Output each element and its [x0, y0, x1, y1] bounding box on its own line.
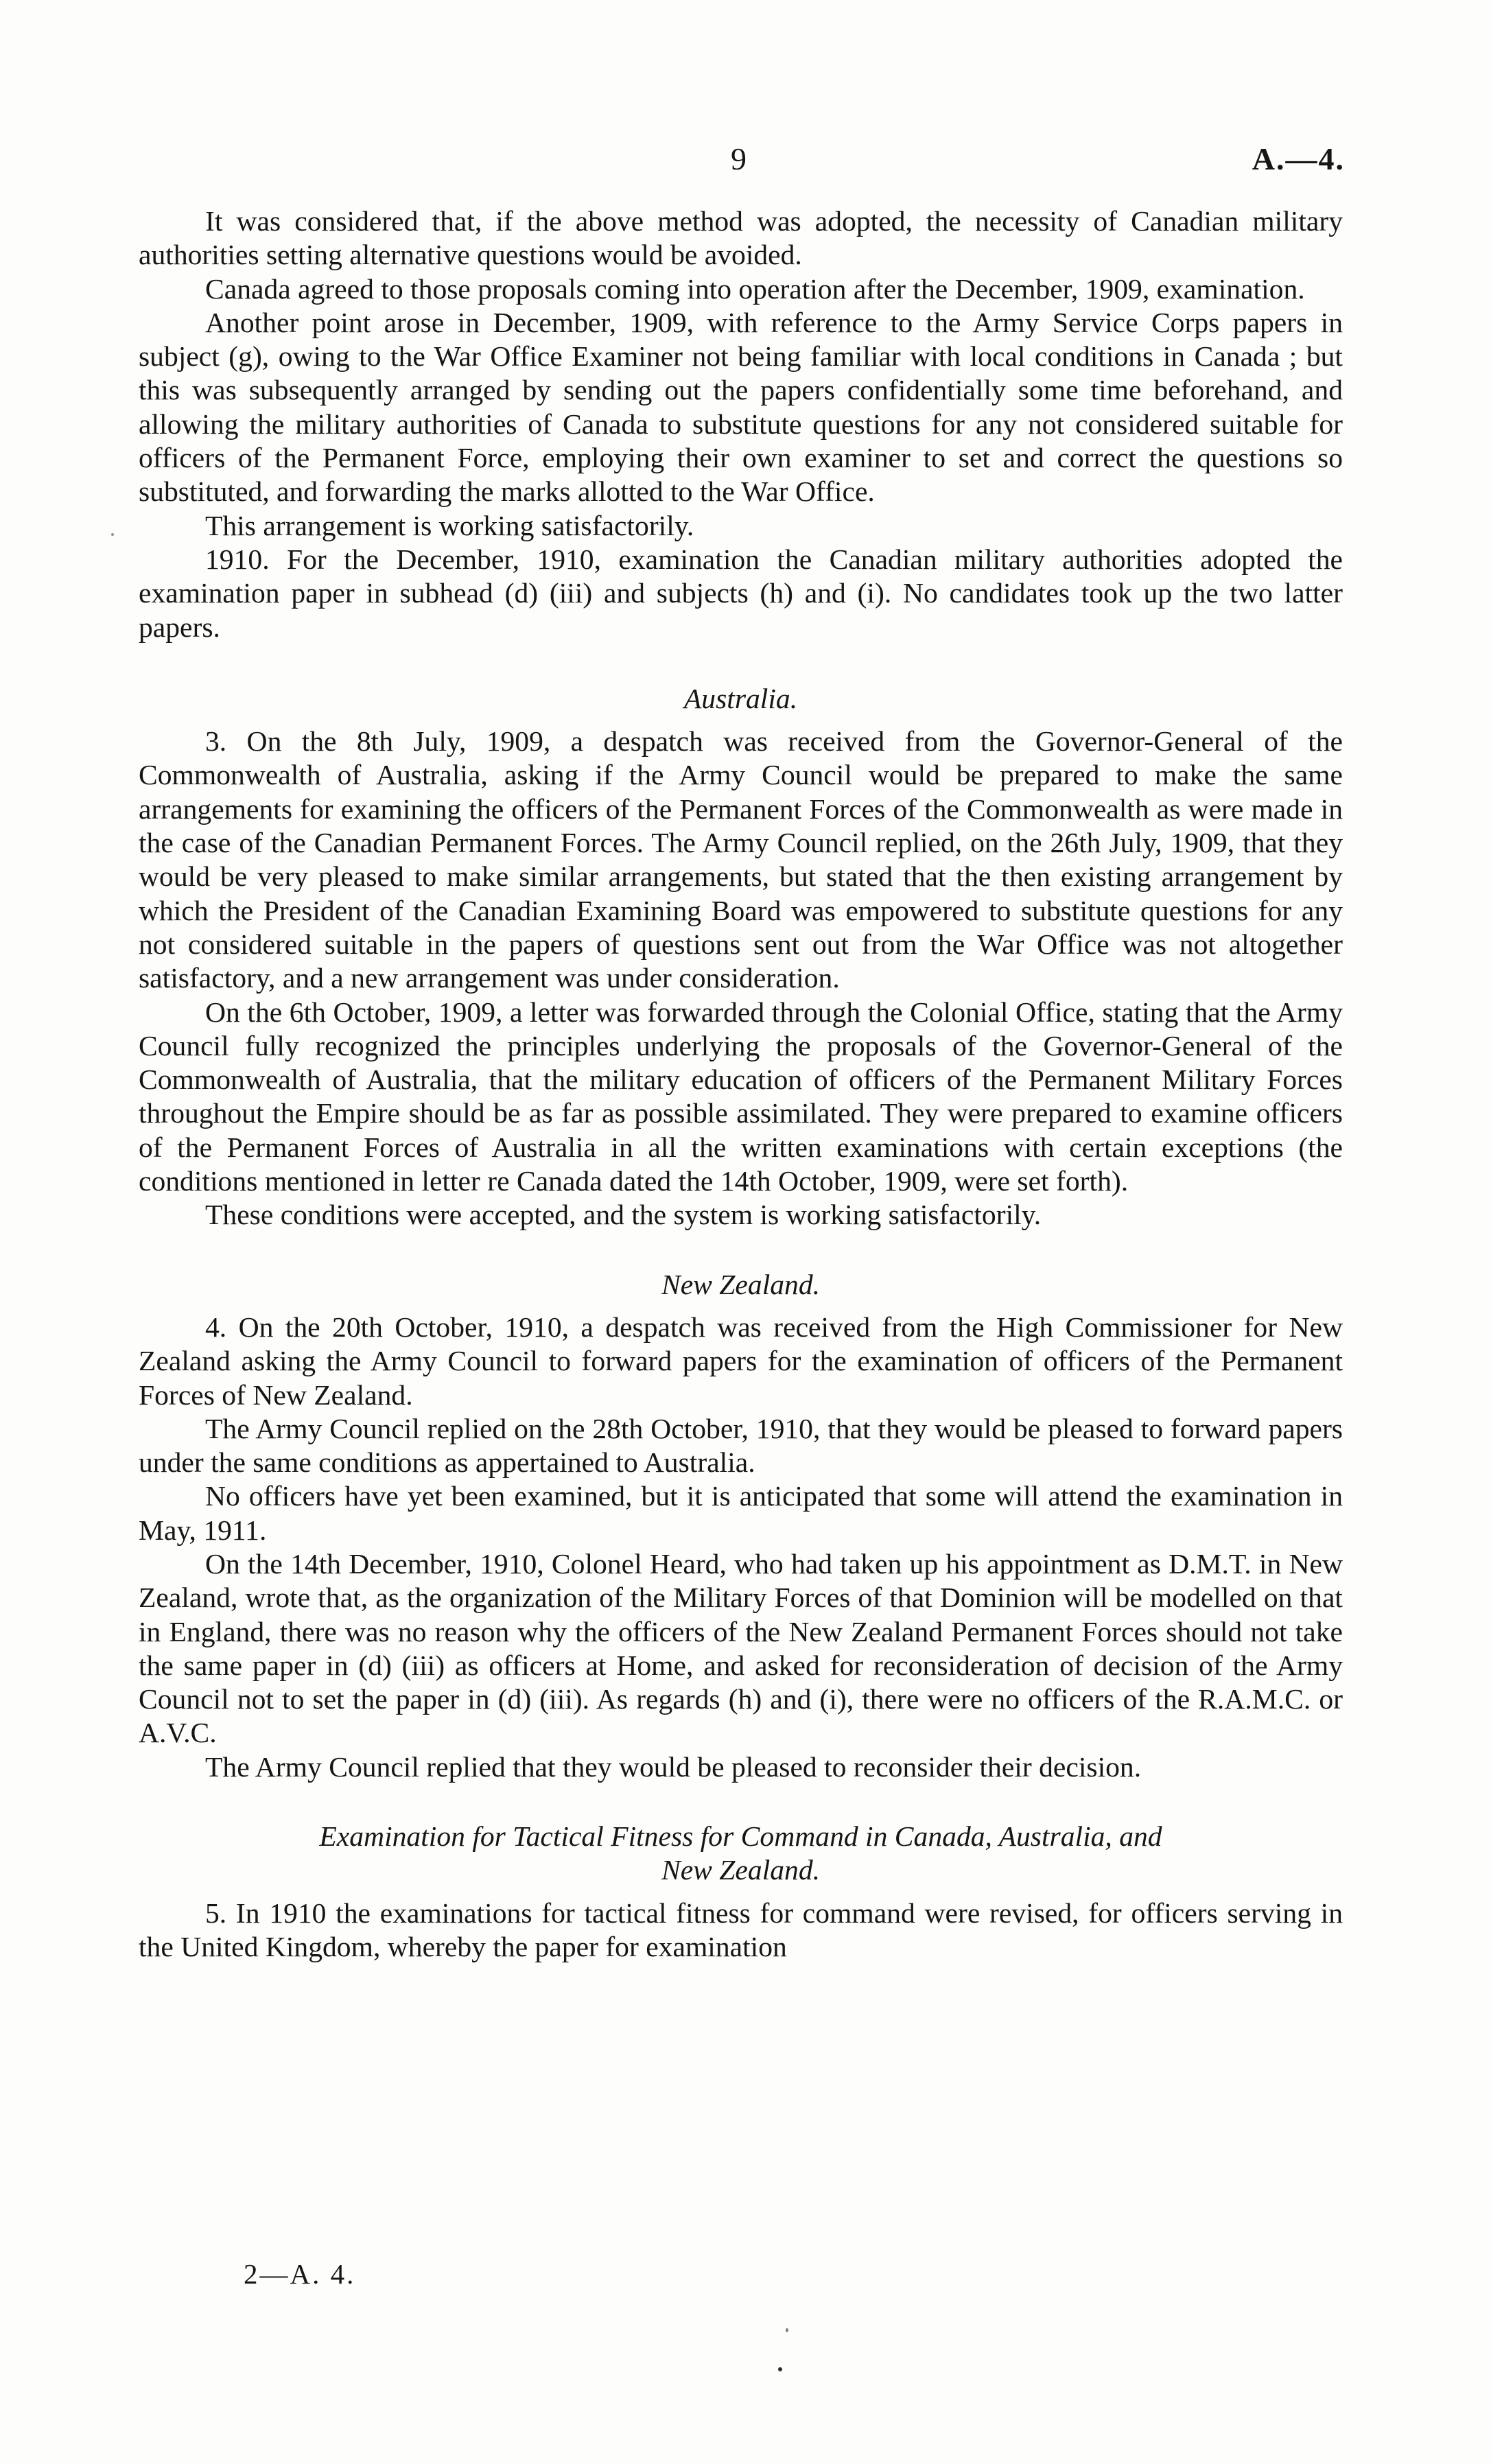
series-mark: A.—4.	[1252, 141, 1345, 176]
paragraph-army-service-corps: Another point arose in December, 1909, with reference to the Army Service Corps papers in subject (g), owing to the War Office Examiner not being familiar with local conditions in Canada ; but this was subsequently arranged by sending out the papers confidentially some time beforehand, and allowing the military authorities of Canada to substitute questions for any not considered suitable for officers of the Permanent Force, employing their own examiner to set and correct the questions so substituted, and forwarding the marks allotted to the War Office.	[139, 306, 1343, 508]
scan-speck	[786, 2328, 788, 2332]
heading-line-1: Examination for Tactical Fitness for Command in Canada, Australia, and	[319, 1820, 1162, 1853]
section-heading-tactical-fitness	[139, 1820, 1343, 1888]
page-number: 9	[731, 141, 747, 176]
page-header	[127, 141, 1345, 182]
paragraph-conditions-accepted: These conditions were accepted, and the system is working satisfactorily.	[205, 1199, 1042, 1231]
paragraph-colonial-office-letter: On the 6th October, 1909, a letter was forwarded through the Colonial Office, stating that the Army Council fully recognized the principles underlying the proposals of the Governor-General of the Commonwealth of Australia, that the military education of officers of the Permanent Military Forces throughout the Empire should be as far as possible assimilated. They were prepared to examine officers of the Permanent Forces of Australia in all the written examinations with certain exceptions (the conditions mentioned in letter re Canada dated the 14th October, 1909, were set forth).	[139, 996, 1343, 1197]
scan-speck	[778, 2367, 782, 2371]
section-heading-new-zealand: New Zealand.	[661, 1268, 821, 1300]
paragraph-no-officers-examined: No officers have yet been examined, but it is anticipated that some will attend the examination in May, 1911.	[139, 1480, 1343, 1546]
paragraph-nz-despatch: 4. On the 20th October, 1910, a despatch was received from the High Commissioner for New Zealand asking the Army Council to forward papers for the examination of officers of the Permanent Forces of New Zealand.	[139, 1311, 1343, 1411]
signature-mark: 2—A. 4.	[244, 2258, 356, 2290]
paragraph-reconsider-decision: The Army Council replied that they would be pleased to reconsider their decision.	[205, 1750, 1142, 1783]
heading-line-2: New Zealand.	[661, 1854, 821, 1886]
paragraph-colonel-heard: On the 14th December, 1910, Colonel Heard, who had taken up his appointment as D.M.T. in New Zealand, wrote that, as the organization of the Military Forces of that Dominion will be modelled on that in England, there was no reason why the officers of the New Zealand Permanent Forces should not take the same paper in (d) (iii) as officers at Home, and asked for reconsideration of decision of the Army Council not to set the paper in (d) (iii). As regards (h) and (i), there were no officers of the R.A.M.C. or A.V.C.	[139, 1547, 1343, 1749]
body-text	[139, 204, 1343, 1964]
paragraph-1910-examination: 1910. For the December, 1910, examination the Canadian military authorities adopted the examination paper in subhead (d) (iii) and subjects (h) and (i). No candidates took up the two latter papers.	[139, 543, 1343, 643]
paragraph-method-adopted: It was considered that, if the above method was adopted, the necessity of Canadian military authorities setting alternative questions would be avoided.	[139, 205, 1343, 271]
paragraph-army-council-reply: The Army Council replied on the 28th October, 1910, that they would be pleased to forward papers under the same conditions as appertained to Australia.	[139, 1412, 1343, 1479]
paragraph-tactical-fitness-1910: 5. In 1910 the examinations for tactical fitness for command were revised, for officers serving in the United Kingdom, whereby the paper for examination	[139, 1897, 1343, 1962]
section-heading-australia: Australia.	[683, 682, 798, 714]
scan-speck	[111, 533, 114, 536]
paragraph-australia-despatch: 3. On the 8th July, 1909, a despatch was received from the Governor-General of the Commonwealth of Australia, asking if the Army Council would be prepared to make the same arrangements for examining the officers of the Permanent Forces of the Commonwealth as were made in the case of the Canadian Permanent Forces. The Army Council replied, on the 26th July, 1909, that they would be very pleased to make similar arrangements, but stated that the then existing arrangement by which the President of the Canadian Examining Board was empowered to substitute questions for any not considered suitable in the papers of questions sent out from the War Office was not altogether satisfactory, and a new arrangement was under consideration.	[139, 725, 1343, 994]
paragraph-canada-agreed: Canada agreed to those proposals coming into operation after the December, 1909, examination.	[205, 272, 1305, 305]
paragraph-arrangement-working: This arrangement is working satisfactorily.	[205, 509, 694, 541]
